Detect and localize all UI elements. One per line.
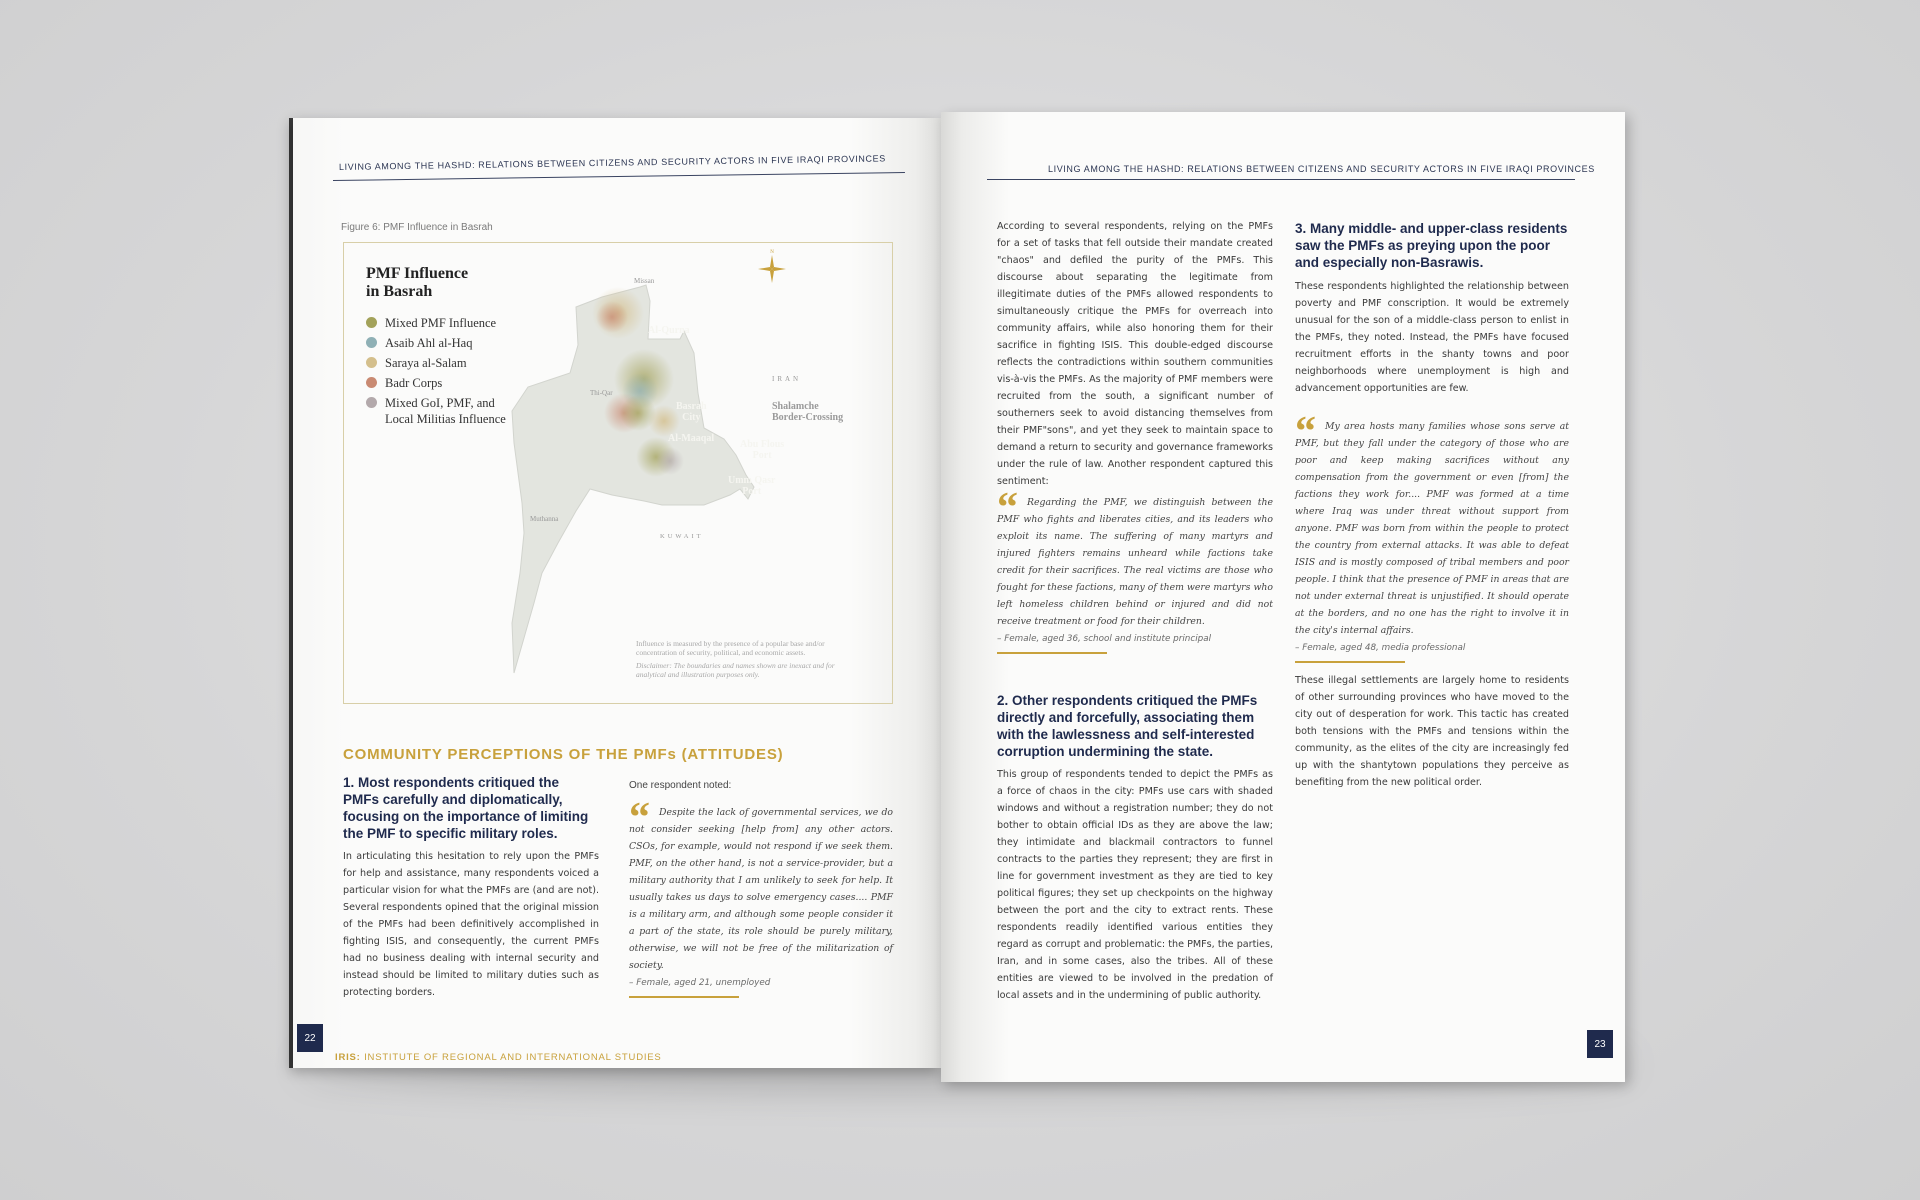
legend-item bbox=[366, 335, 525, 351]
legend-swatch bbox=[366, 357, 377, 368]
quote-text: My area hosts many families whose sons serve at PMF, but they fall under the category of those who are poor and keep making sacrifices without any compensation from the government or even [from] the factions they work for.... PMF was formed at a time where Iraq was under threat without support from anyone. PMF was born from within the people to protect the country from external attacks. It was able to defeat ISIS and is mostly composed of tribal members and poor people. I think that the presence of PMF in areas that are not under external threat is unjustified. It should operate at the borders, and no one has the right to involve it in the city's internal affairs. bbox=[1295, 421, 1569, 636]
place-label-umm-qasr-line-1: Umm Qasr bbox=[728, 475, 776, 486]
subhead-3: 3. Many middle- and upper-class residents saw the PMFs as preying upon the poor and especially non-Basrawis. bbox=[1295, 221, 1568, 270]
quote-attribution: – Female, aged 48, media professional bbox=[1295, 643, 1466, 653]
quote-mark-icon: “ bbox=[1295, 409, 1316, 455]
header-rule bbox=[987, 179, 1575, 180]
quote-underline bbox=[1295, 661, 1405, 663]
legend-label: Asaib Ahl al-Haq bbox=[385, 336, 473, 350]
place-label-abu-flous-port bbox=[740, 439, 784, 461]
svg-text:N: N bbox=[770, 250, 774, 255]
section-title: COMMUNITY PERCEPTIONS OF THE PMFs (ATTITUDES) bbox=[343, 746, 784, 763]
body-text-left: In articulating this hesitation to rely upon the PMFs for help and assistance, many respondents voiced a particular vision for what the PMFs are (and are not). Several respondents opined that the original mission of the PMFs had been definitively accomplished in fighting ISIS, and consequently, the current PMFs had no business dealing with internal security and instead should be limited to military duties such as protecting borders. bbox=[343, 851, 599, 998]
left-page bbox=[293, 118, 941, 1068]
quote-underline bbox=[997, 652, 1107, 654]
subhead-2: 2. Other respondents critiqued the PMFs directly and forcefully, associating them with the lawlessness and self-interested corruption undermining the state. bbox=[997, 693, 1258, 759]
quote-mark-icon: “ bbox=[997, 485, 1018, 531]
header-rule bbox=[333, 172, 905, 181]
right-page bbox=[941, 112, 1625, 1082]
respondent-intro: One respondent noted: bbox=[629, 780, 732, 791]
quote-text: Despite the lack of governmental services, we do not consider seeking [help from] any other actors. CSOs, for example, would not respond if we seek them. PMF, on the other hand, is not a service-provider, but a military authority that I am unlikely to seek for help. It usually takes us days to solve emergency cases.... PMF is a military arm, and although some people consider it a part of the state, its role should be purely military, otherwise, we will not be free of the militarization of society. bbox=[629, 807, 893, 971]
place-label-al-maaqal: Al-Maaqal bbox=[668, 433, 715, 444]
quote-text: Regarding the PMF, we distinguish between the PMF who fights and liberates cities, and its leaders who exploit its name. The suffering of many martyrs and injured fighters remains unheard while factions take credit for their sacrifices. The real victims are those who fought for these factions, many of them were martyrs who left homeless children behind or injured and did not receive treatment or food for their children. bbox=[997, 497, 1273, 627]
page-number-right: 23 bbox=[1587, 1030, 1613, 1058]
map-note: Influence is measured by the presence of a popular base and/or concentration of security, political, and economic assets. bbox=[636, 639, 825, 657]
quote-underline bbox=[629, 996, 739, 998]
place-label-abu-flous-line-2: Port bbox=[752, 450, 772, 461]
quote-attribution: – Female, aged 21, unemployed bbox=[629, 978, 771, 988]
legend-item bbox=[366, 355, 525, 371]
map-title bbox=[366, 265, 506, 301]
footer-text: INSTITUTE OF REGIONAL AND INTERNATIONAL STUDIES bbox=[364, 1052, 662, 1063]
legend-item bbox=[366, 315, 525, 331]
place-label-shalamche-line-2: Border-Crossing bbox=[772, 412, 844, 423]
quote-block-col2 bbox=[1295, 409, 1569, 663]
place-label-shalamche bbox=[772, 401, 843, 423]
legend-item bbox=[366, 395, 525, 427]
map-figure bbox=[343, 242, 893, 704]
place-label-basrah-city-line-2: City bbox=[682, 412, 701, 423]
region-label-thiqar: Thi-Qar bbox=[590, 389, 613, 397]
region-label-missan: Missan bbox=[634, 277, 655, 285]
legend-label: Badr Corps bbox=[385, 376, 443, 390]
map-disclaimer: Disclaimer: The boundaries and names shown are inexact and for analytical and illustration purposes only. bbox=[636, 661, 835, 679]
region-label-muthanna: Muthanna bbox=[530, 515, 559, 523]
legend-swatch bbox=[366, 397, 377, 408]
running-header: LIVING AMONG THE HASHD: RELATIONS BETWEEN CITIZENS AND SECURITY ACTORS IN FIVE IRAQI PROVINCES bbox=[1048, 164, 1595, 174]
region-label-kuwait: KUWAIT bbox=[660, 533, 704, 540]
footer-brand: IRIS: bbox=[335, 1052, 361, 1063]
footer-institute bbox=[335, 1052, 662, 1063]
basrah-map bbox=[344, 243, 892, 703]
map-legend bbox=[366, 315, 525, 431]
page-number-left: 22 bbox=[297, 1024, 323, 1052]
body-text-col2: These respondents highlighted the relationship between poverty and PMF conscription. It would be extremely unusual for the son of a middle-class person to enlist in the PMFs, they noted. Instead, the PMFs have focused recruitment efforts in the shanty towns and poor neighborhoods where unemployment is high and advancement opportunities are few. bbox=[1295, 281, 1569, 394]
place-label-umm-qasr-port bbox=[728, 475, 776, 497]
legend-swatch bbox=[366, 377, 377, 388]
place-label-al-qurna: Al-Qurna bbox=[648, 325, 690, 336]
legend-swatch bbox=[366, 317, 377, 328]
place-label-shalamche-line-1: Shalamche bbox=[772, 401, 819, 412]
place-label-abu-flous-line-1: Abu Flous bbox=[740, 439, 785, 450]
subhead-1: 1. Most respondents critiqued the PMFs carefully and diplomatically, focusing on the importance of limiting the PMF to specific military roles. bbox=[343, 775, 589, 841]
body-text-col1-b: This group of respondents tended to depict the PMFs as a force of chaos in the city: PMFs use cars with shaded windows and without a registration number; they do not bother to obtain official IDs as they are above the law; they intimidate and blackmail contractors to funnel contracts to the parties they represent; they are first in line for government investment as they are tied to key political figures; they set up checkpoints on the highway between the port and the city to extract rents. These respondents readily identified various entities they regard as corrupt and problematic: the PMFs, the parties, Iran, and in some cases, also the tribes. All of these entities are viewed to be involved in the predation of local assets and in the undermining of public authority. bbox=[997, 769, 1273, 1001]
basrah-province-shape bbox=[512, 285, 754, 673]
quote-block-col1 bbox=[997, 485, 1273, 654]
legend-label: Mixed GoI, PMF, and Local Militias Influence bbox=[385, 396, 506, 426]
compass-rose bbox=[758, 250, 786, 283]
legend-label: Saraya al-Salam bbox=[385, 356, 467, 370]
running-header: LIVING AMONG THE HASHD: RELATIONS BETWEEN CITIZENS AND SECURITY ACTORS IN FIVE IRAQI PROVINCES bbox=[338, 153, 886, 172]
place-label-basrah-city bbox=[676, 401, 707, 423]
legend-label: Mixed PMF Influence bbox=[385, 316, 497, 330]
quote-block-left bbox=[629, 795, 893, 998]
map-title-line-2: in Basrah bbox=[366, 283, 433, 300]
place-label-basrah-city-line-1: Basrah bbox=[676, 401, 707, 412]
legend-swatch bbox=[366, 337, 377, 348]
body-text-col2-b: These illegal settlements are largely home to residents of other surrounding provinces who have moved to the city out of desperation for work. This tactic has created both tensions with the PMFs and tensions within the community, as the elites of the city are increasingly fed up with the shantytown populations they perceive as benefiting from the new political order. bbox=[1295, 675, 1569, 788]
quote-mark-icon: “ bbox=[629, 795, 650, 841]
place-label-umm-qasr-line-2: Port bbox=[742, 486, 762, 497]
map-title-line-1: PMF Influence bbox=[366, 265, 469, 282]
figure-caption: Figure 6: PMF Influence in Basrah bbox=[341, 222, 493, 233]
quote-attribution: – Female, aged 36, school and institute principal bbox=[997, 634, 1212, 644]
body-text-col1: According to several respondents, relying on the PMFs for a set of tasks that fell outside their mandate created "chaos" and defiled the purity of the PMFs. This discourse about separating the legitimate from illegitimate duties of the PMFs allowed respondents to simultaneously critique the PMFs for overreach into community affairs, while also honoring them for their sacrifice in fighting ISIS. This double-edged discourse reflects the contradictions within southern communities vis-à-vis the PMFs. As the majority of PMF members were recruited from the south, a significant number of southerners seek to avoid distancing themselves from their PMF"sons", and yet they seek to maintain space to demand a return to security and governance frameworks under the rule of law. Another respondent captured this sentiment: bbox=[997, 221, 1273, 487]
region-label-iran: IRAN bbox=[772, 375, 802, 383]
legend-item bbox=[366, 375, 525, 391]
